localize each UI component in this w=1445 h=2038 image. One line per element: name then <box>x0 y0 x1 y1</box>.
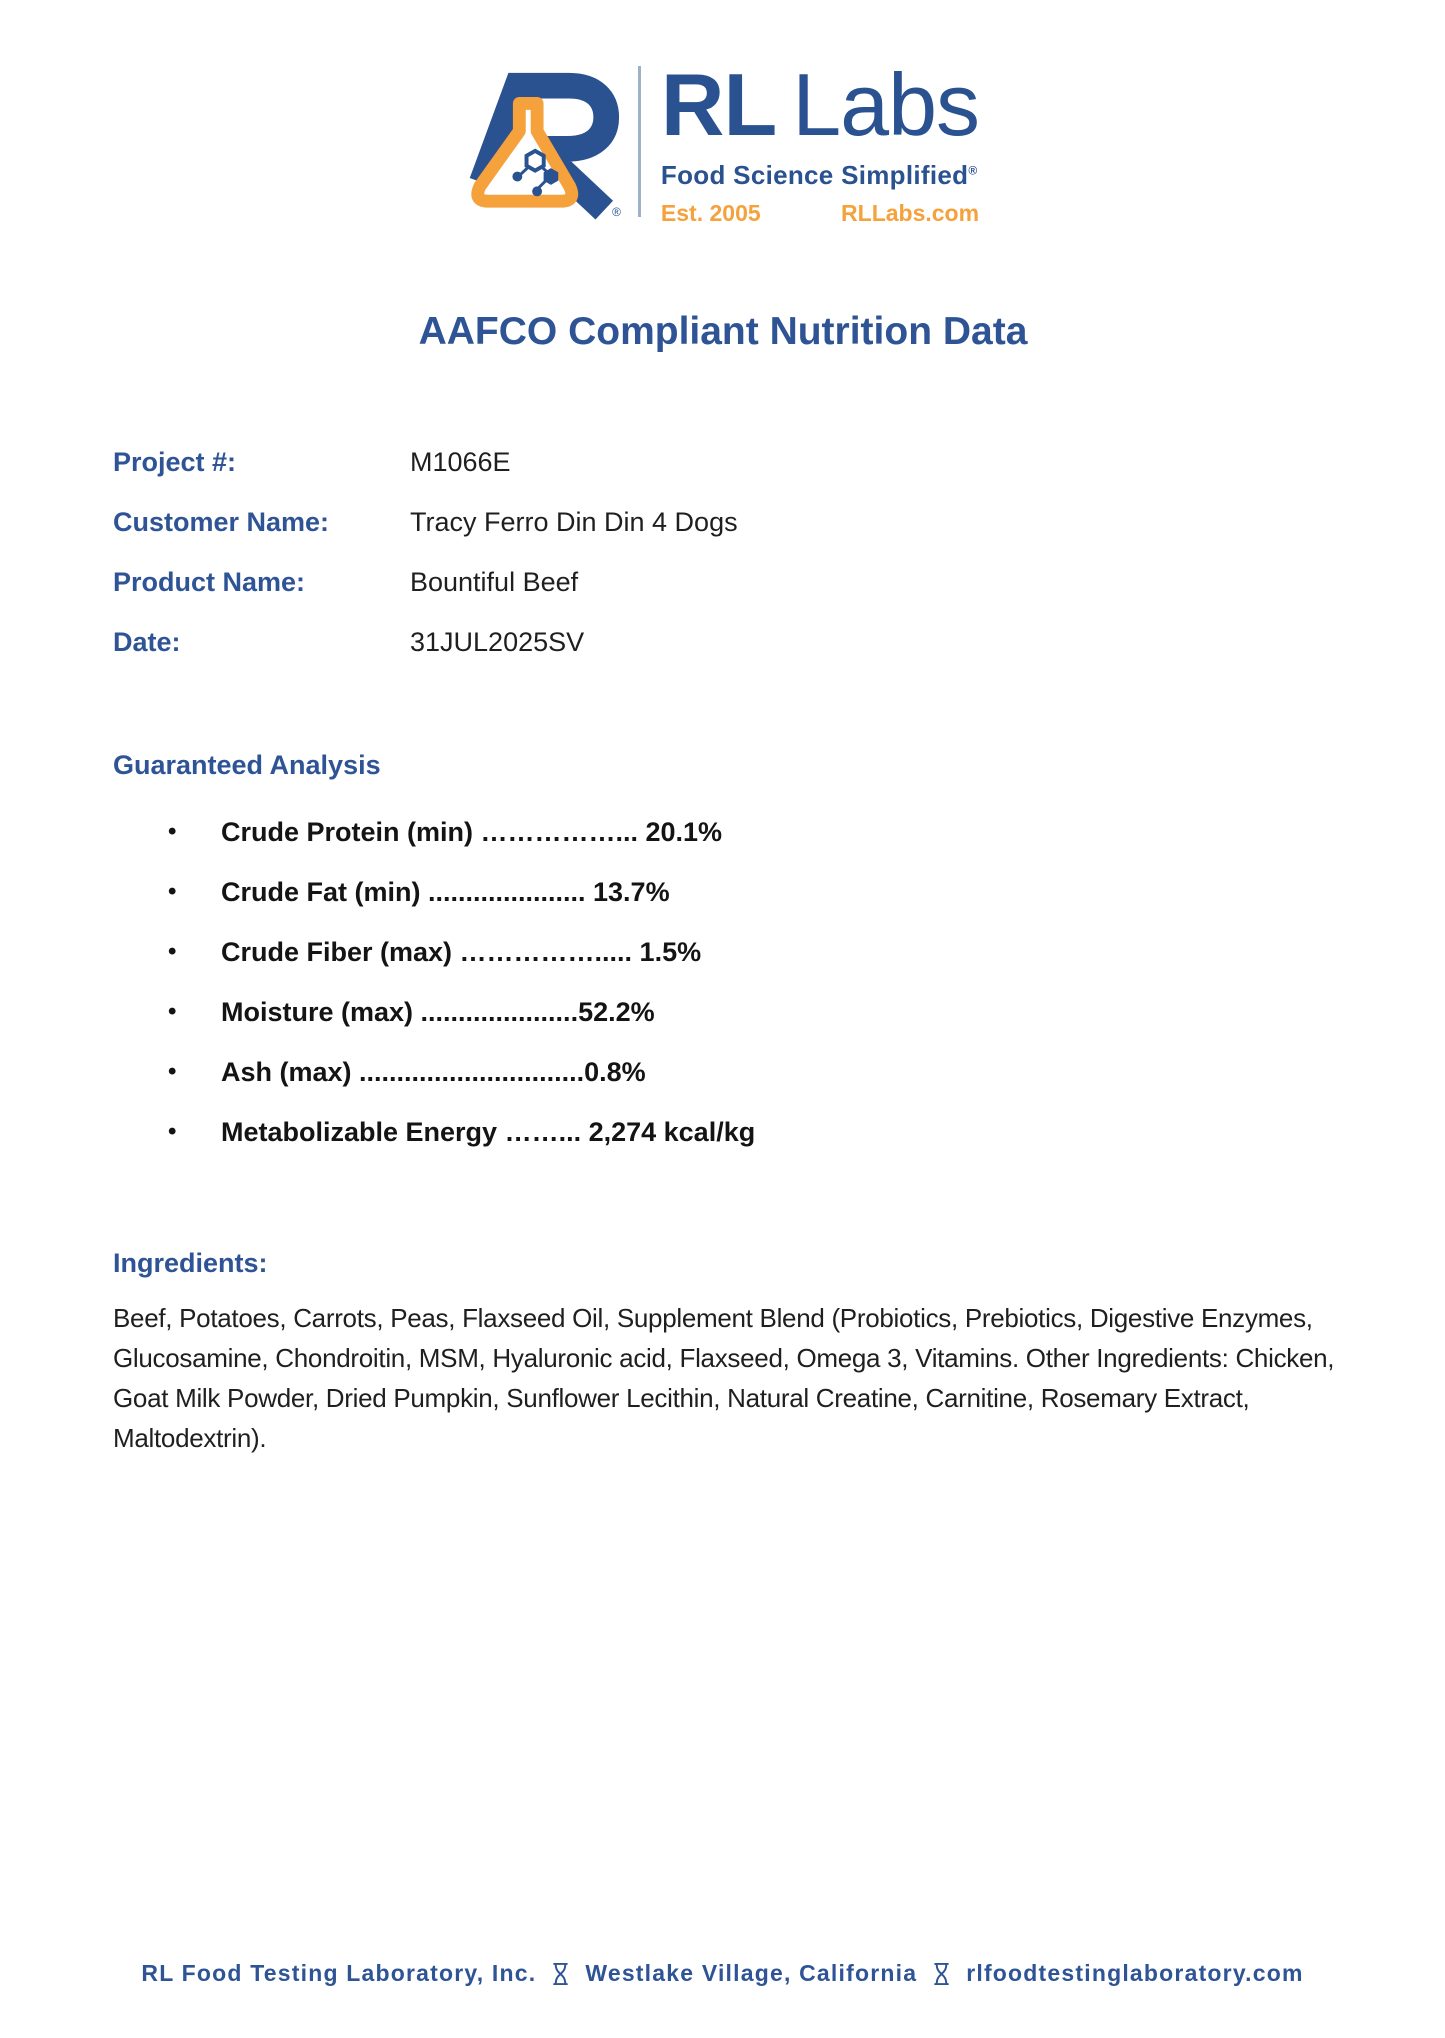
field-value: Tracy Ferro Din Din 4 Dogs <box>410 507 738 537</box>
bullet-dot: • <box>168 938 177 965</box>
ingredients-heading: Ingredients: <box>113 1248 268 1278</box>
brand-labs: Labs <box>792 55 980 154</box>
field-value: Bountiful Beef <box>410 567 579 597</box>
list-item <box>168 938 755 966</box>
logo-footer-row <box>661 200 979 227</box>
list-item <box>168 878 755 906</box>
footer-website: rlfoodtestinglaboratory.com <box>966 1960 1304 1986</box>
brand-website: RLLabs.com <box>841 200 980 227</box>
bullet-dot: • <box>168 818 177 845</box>
rl-labs-logo <box>466 55 980 227</box>
field-customer-name <box>113 508 738 536</box>
rl-labs-logo-mark-icon <box>466 60 624 220</box>
bullet-dot: • <box>168 998 177 1025</box>
analysis-line: Ash (max) ..............................0.8% <box>221 1057 646 1087</box>
bullet-dot: • <box>168 1118 177 1145</box>
analysis-line: Metabolizable Energy ……... 2,274 kcal/kg <box>221 1117 756 1147</box>
field-label: Customer Name: <box>113 507 330 537</box>
field-product-name <box>113 568 738 596</box>
analysis-line: Crude Fat (min) ..................... 13.7% <box>221 877 670 907</box>
bullet-dot: • <box>168 1058 177 1085</box>
analysis-line: Crude Fiber (max) ……………..... 1.5% <box>221 937 702 967</box>
analysis-line: Moisture (max) .....................52.2% <box>221 997 655 1027</box>
list-item <box>168 998 755 1026</box>
bullet-dot: • <box>168 878 177 905</box>
brand-name <box>660 55 980 154</box>
field-label: Date: <box>113 627 181 657</box>
project-info <box>113 448 738 688</box>
analysis-line: Crude Protein (min) ……………... 20.1% <box>221 817 723 847</box>
guaranteed-analysis-heading: Guaranteed Analysis <box>113 750 381 780</box>
page-footer <box>0 1960 1445 1987</box>
field-date <box>113 628 738 656</box>
footer-location: Westlake Village, California <box>585 1960 918 1986</box>
hourglass-icon <box>933 1962 950 1986</box>
page-title: AAFCO Compliant Nutrition Data <box>418 310 1028 353</box>
ingredients-paragraph: Beef, Potatoes, Carrots, Peas, Flaxseed Oil, Supplement Blend (Probiotics, Prebiotics, Digestive Enzymes, Glucosamine, Chondroitin, MSM, Hyaluronic acid, Flaxseed, Omega 3, Vitamins. Other Ingredients: Chicken, Goat Milk Powder, Dried Pumpkin, Sunflower Lecithin, Natural Creatine, Carnitine, Rosemary Extract, Maltodextrin). <box>113 1303 1335 1453</box>
tagline-registered-mark: ® <box>968 163 978 178</box>
guaranteed-analysis-list <box>168 818 755 1178</box>
footer-company: RL Food Testing Laboratory, Inc. <box>141 1960 537 1986</box>
list-item <box>168 818 755 846</box>
field-value: 31JUL2025SV <box>410 627 585 657</box>
logo-header <box>0 55 1445 227</box>
field-label: Product Name: <box>113 567 306 597</box>
field-label: Project #: <box>113 447 237 477</box>
brand-tagline <box>661 160 979 191</box>
field-value: M1066E <box>410 447 511 477</box>
tagline-text: Food Science Simplified <box>660 160 969 191</box>
hourglass-icon <box>552 1962 569 1986</box>
brand-rl: RL <box>660 55 777 154</box>
logo-text-block <box>660 55 980 227</box>
field-project-number <box>113 448 738 476</box>
list-item <box>168 1058 755 1086</box>
list-item <box>168 1118 755 1146</box>
established-text: Est. 2005 <box>660 200 761 227</box>
logo-divider <box>638 66 641 217</box>
registered-mark: ® <box>612 205 621 220</box>
